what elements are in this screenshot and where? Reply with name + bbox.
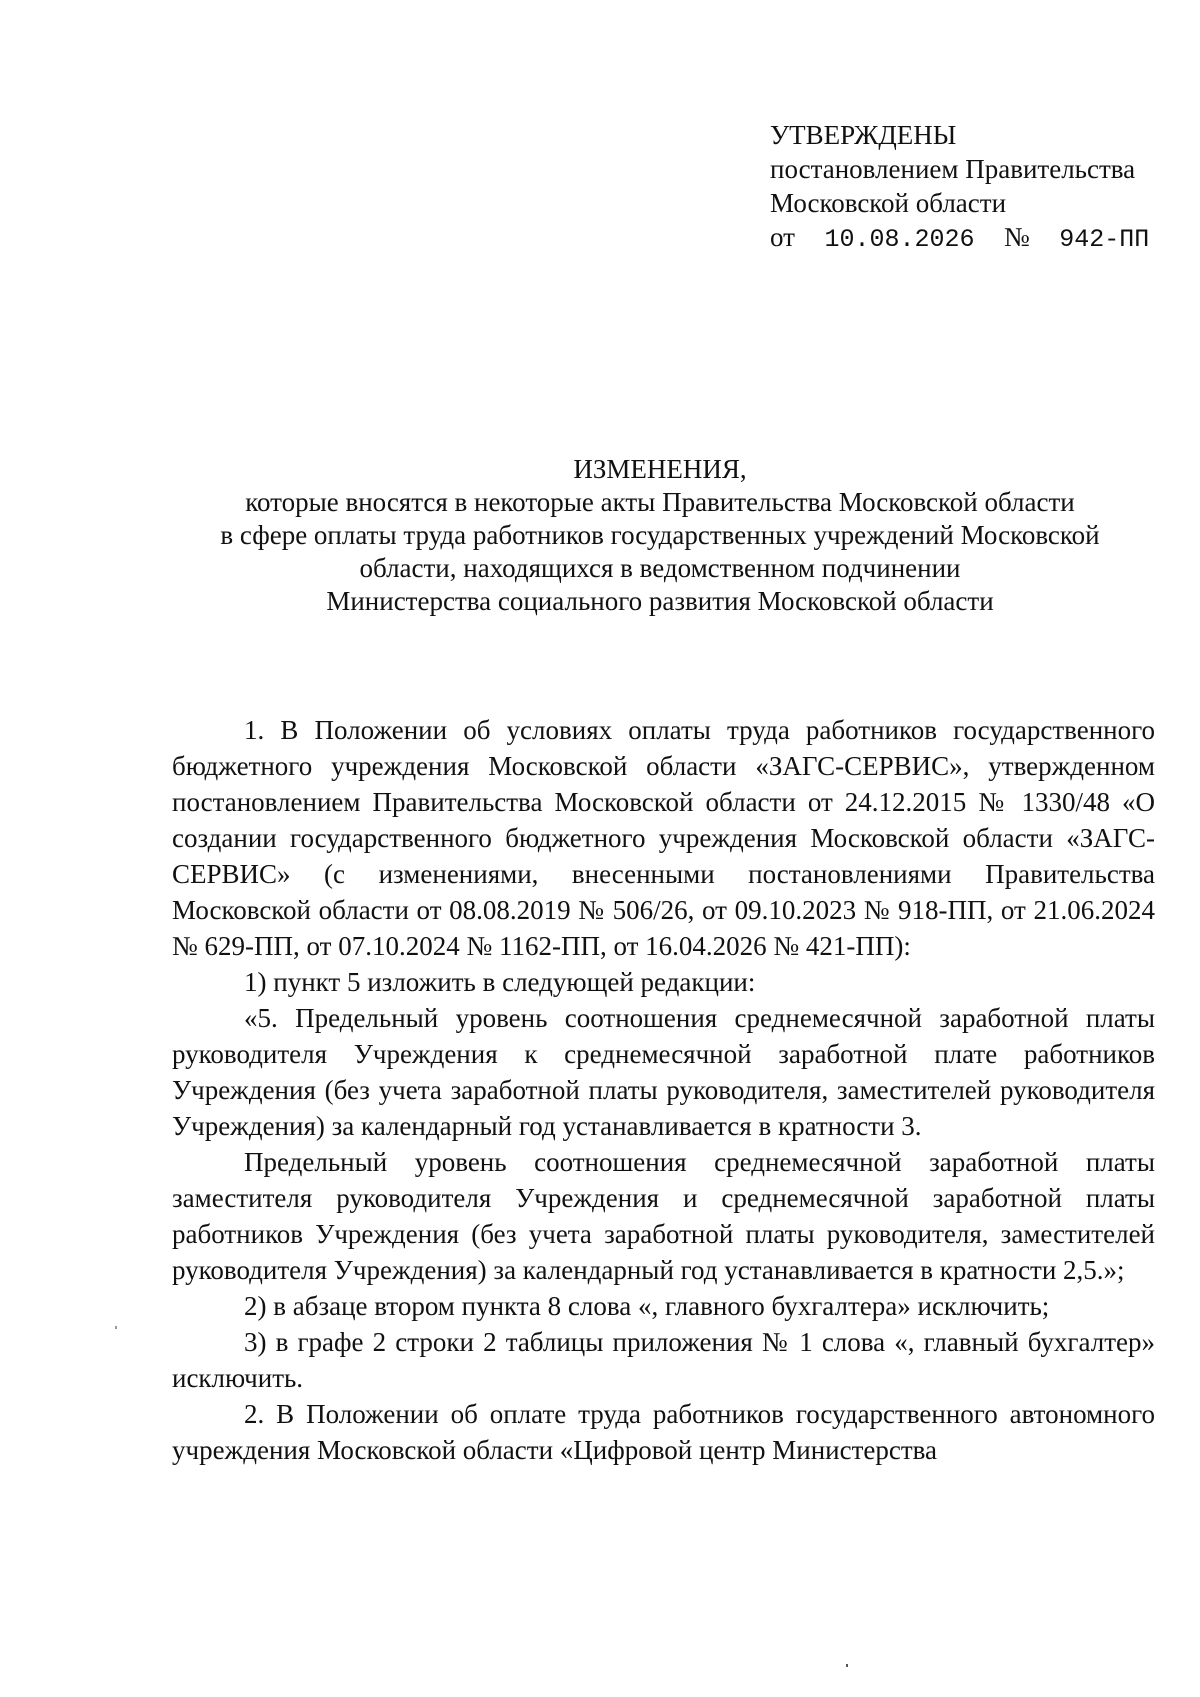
approval-date: 10.08.2026 — [824, 225, 975, 254]
scan-speck — [115, 1326, 117, 1329]
approval-date-prefix: от — [770, 222, 795, 252]
approval-line-2: Московской области — [770, 188, 1007, 218]
approval-number-sign: № — [1003, 222, 1030, 252]
approval-line-1: постановлением Правительства — [770, 154, 1136, 184]
paragraph-7: 2. В Положении об оплате труда работников государственного автономного учреждения Московской области «Цифровой центр Министерства — [172, 1399, 1155, 1465]
document-body — [172, 712, 1155, 1468]
approval-number: 942-ПП — [1059, 225, 1150, 254]
approval-title: УТВЕРЖДЕНЫ — [770, 120, 957, 150]
heading-line-3: области, находящихся в ведомственном подчинении — [359, 553, 961, 583]
paragraph-1: 1. В Положении об условиях оплаты труда работников государственного бюджетного учреждения Московской области «ЗАГС-СЕРВИС», утвержденном постановлением Правительства Московской области от 24.12.2015 № 1330/48 «О создании государственного бюджетного учреждения Московской области «ЗАГС-СЕРВИС» (с изменениями, внесенными постановлениями Правительства Московской области от 08.08.2019 № 506/26, от 09.10.2023 № 918-ПП, от 21.06.2024 № 629-ПП, от 07.10.2024 № 1162-ПП, от 16.04.2026 № 421-ПП): — [172, 715, 1155, 961]
paragraph-3: «5. Предельный уровень соотношения среднемесячной заработной платы руководителя Учреждения к среднемесячной заработной плате работников Учреждения (без учета заработной платы руководителя, заместителей руководителя Учреждения) за календарный год устанавливается в кратности 3. — [172, 1003, 1155, 1141]
document-heading — [160, 453, 1160, 618]
approval-block — [770, 118, 1190, 257]
paragraph-5: 2) в абзаце втором пункта 8 слова «, главного бухгалтера» исключить; — [244, 1291, 1050, 1321]
paragraph-4: Предельный уровень соотношения среднемесячной заработной платы заместителя руководителя Учреждения и среднемесячной заработной платы работников Учреждения (без учета заработной платы руководителя, заместителей руководителя Учреждения) за календарный год устанавливается в кратности 2,5.»; — [172, 1147, 1155, 1285]
paragraph-6: 3) в графе 2 строки 2 таблицы приложения № 1 слова «, главный бухгалтер» исключить. — [172, 1327, 1155, 1393]
paragraph-2: 1) пункт 5 изложить в следующей редакции: — [244, 967, 756, 997]
heading-line-4: Министерства социального развития Московской области — [326, 586, 994, 616]
heading-line-2: в сфере оплаты труда работников государственных учреждений Московской — [220, 520, 1100, 550]
heading-line-1: которые вносятся в некоторые акты Правительства Московской области — [245, 487, 1075, 517]
heading-title: ИЗМЕНЕНИЯ, — [573, 454, 747, 484]
approval-date-line — [770, 220, 1190, 257]
scan-speck — [846, 1664, 848, 1667]
